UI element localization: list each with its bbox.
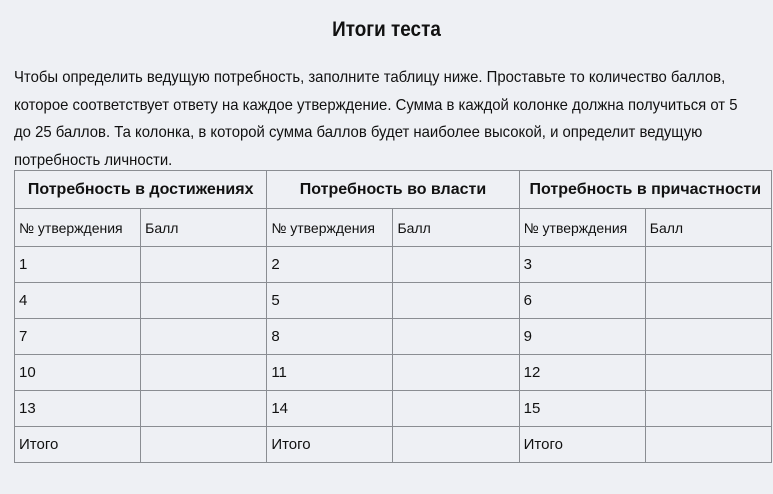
- score-cell[interactable]: [393, 247, 519, 283]
- subheader-statement: № утверждения: [15, 209, 141, 247]
- group-header-row: [15, 171, 772, 209]
- score-cell[interactable]: [141, 355, 267, 391]
- statement-number-cell: 14: [267, 391, 393, 427]
- group-header-affiliation: Потребность в причастности: [519, 171, 771, 209]
- table-row: [15, 319, 772, 355]
- statement-number-cell: 4: [15, 283, 141, 319]
- table-row: [15, 247, 772, 283]
- score-cell[interactable]: [141, 391, 267, 427]
- table-row: [15, 355, 772, 391]
- statement-number-cell: Итого: [519, 427, 645, 463]
- score-cell[interactable]: [645, 355, 771, 391]
- table-row: [15, 427, 772, 463]
- results-table: [14, 170, 772, 463]
- table-row: [15, 391, 772, 427]
- score-cell[interactable]: [645, 391, 771, 427]
- subheader-statement: № утверждения: [267, 209, 393, 247]
- subheader-statement: № утверждения: [519, 209, 645, 247]
- page-title: Итоги теста: [332, 18, 441, 41]
- statement-number-cell: 15: [519, 391, 645, 427]
- statement-number-cell: 2: [267, 247, 393, 283]
- statement-number-cell: Итого: [15, 427, 141, 463]
- table-row: [15, 283, 772, 319]
- statement-number-cell: 8: [267, 319, 393, 355]
- statement-number-cell: Итого: [267, 427, 393, 463]
- group-header-power: Потребность во власти: [267, 171, 519, 209]
- score-cell[interactable]: [141, 427, 267, 463]
- score-cell[interactable]: [141, 247, 267, 283]
- subheader-row: [15, 209, 772, 247]
- statement-number-cell: 6: [519, 283, 645, 319]
- subheader-score: Балл: [645, 209, 771, 247]
- score-cell[interactable]: [645, 427, 771, 463]
- subheader-score: Балл: [393, 209, 519, 247]
- score-cell[interactable]: [645, 247, 771, 283]
- score-cell[interactable]: [645, 319, 771, 355]
- score-cell[interactable]: [393, 319, 519, 355]
- score-cell[interactable]: [645, 283, 771, 319]
- statement-number-cell: 12: [519, 355, 645, 391]
- subheader-score: Балл: [141, 209, 267, 247]
- statement-number-cell: 10: [15, 355, 141, 391]
- statement-number-cell: 3: [519, 247, 645, 283]
- score-cell[interactable]: [393, 283, 519, 319]
- statement-number-cell: 1: [15, 247, 141, 283]
- score-cell[interactable]: [393, 355, 519, 391]
- score-cell[interactable]: [141, 319, 267, 355]
- score-cell[interactable]: [393, 391, 519, 427]
- statement-number-cell: 9: [519, 319, 645, 355]
- intro-paragraph: Чтобы определить ведущую потребность, заполните таблицу ниже. Проставьте то количество баллов, которое соответствует ответу на каждое утверждение. Сумма в каждой колонке должна получиться от 5 до 25 баллов. Та колонка, в которой сумма баллов будет наиболее высокой, и определит ведущую потребность личности.: [14, 69, 738, 169]
- statement-number-cell: 7: [15, 319, 141, 355]
- group-header-achievement: Потребность в достижениях: [15, 171, 267, 209]
- statement-number-cell: 11: [267, 355, 393, 391]
- score-cell[interactable]: [141, 283, 267, 319]
- score-cell[interactable]: [393, 427, 519, 463]
- statement-number-cell: 13: [15, 391, 141, 427]
- statement-number-cell: 5: [267, 283, 393, 319]
